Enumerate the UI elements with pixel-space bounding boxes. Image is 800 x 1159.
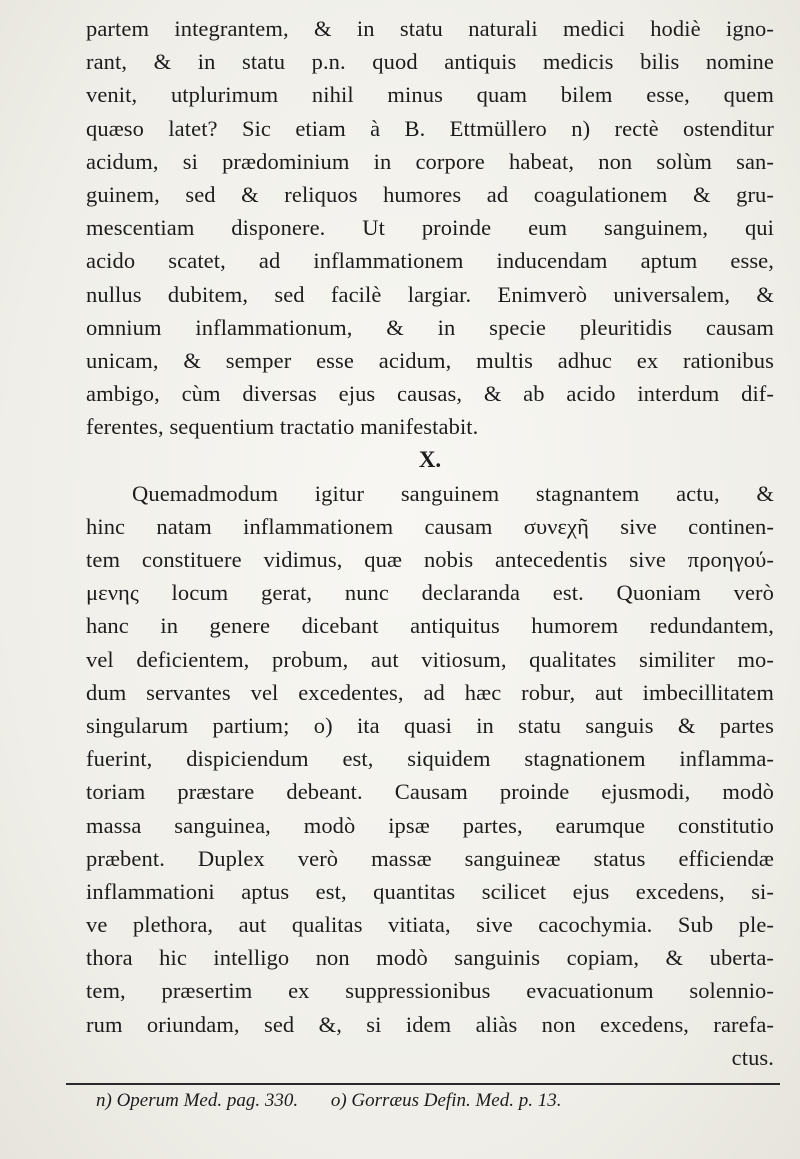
text-line: omnium inflammationum, & in specie pleuritidis causam (86, 314, 774, 340)
text-line: nullus dubitem, sed facilè largiar. Enimverò universalem, & (86, 281, 774, 307)
text-line: guinem, sed & reliquos humores ad coagulationem & gru- (86, 181, 774, 207)
text-line: ferentes, sequentium tractatio manifestabit. (86, 414, 479, 440)
main-text (86, 12, 774, 1074)
text-line: venit, utplurimum nihil minus quam bilem esse, quem (86, 82, 774, 108)
catchword: ctus. (731, 1044, 774, 1070)
text-line: acidum, si prædominium in corpore habeat, non solùm san- (86, 148, 774, 174)
text-line: Quemadmodum igitur sanguinem stagnantem actu, & (132, 480, 774, 506)
text-line: singularum partium; o) ita quasi in statu sanguis & partes (86, 712, 774, 738)
text-line: tem constituere vidimus, quæ nobis antecedentis sive προηγού- (86, 547, 774, 572)
text-line: hanc in genere dicebant antiquitus humorem redundantem, (86, 613, 774, 639)
text-line: unicam, & semper esse acidum, multis adhuc ex rationibus (86, 347, 774, 373)
text-line: massa sanguinea, modò ipsæ partes, earumque constitutio (86, 812, 774, 838)
text-line: rant, & in statu p.n. quod antiquis medicis bilis nomine (86, 49, 774, 75)
text-line: partem integrantem, & in statu naturali medici hodiè igno- (86, 16, 774, 41)
footnote-o: o) Gorræus Defin. Med. p. 13. (330, 1090, 562, 1111)
text-line: dum servantes vel excedentes, ad hæc robur, aut imbecillitatem (86, 679, 774, 705)
text-line: acido scatet, ad inflammationem inducendam aptum esse, (86, 248, 774, 274)
text-line: inflammationi aptus est, quantitas scilicet ejus excedens, si- (86, 878, 774, 904)
footnote-n: n) Operum Med. pag. 330. (96, 1090, 299, 1111)
text-line: tem, præsertim ex suppressionibus evacuationum solennio- (86, 978, 774, 1004)
text-line: thora hic intelligo non modò sanguinis copiam, & uberta- (86, 945, 774, 971)
text-line: hinc natam inflammationem causam συνεχῆ sive continen- (86, 513, 774, 539)
text-line: μενης locum gerat, nunc declaranda est. Quoniam verò (86, 580, 774, 606)
footnote-divider (66, 1083, 780, 1085)
section-heading: X. (418, 447, 442, 473)
footnotes (96, 1088, 756, 1114)
text-line: fuerint, dispiciendum est, siquidem stagnationem inflamma- (86, 746, 774, 772)
text-line: præbent. Duplex verò massæ sanguineæ status efficiendæ (86, 845, 774, 871)
text-line: rum oriundam, sed &, si idem aliàs non excedens, rarefa- (86, 1011, 774, 1037)
text-line: mescentiam disponere. Ut proinde eum sanguinem, qui (86, 215, 774, 241)
text-line: quæso latet? Sic etiam à B. Ettmüllero n) rectè ostenditur (86, 115, 774, 141)
text-line: ve plethora, aut qualitas vitiata, sive cacochymia. Sub ple- (86, 912, 774, 938)
text-line: ambigo, cùm diversas ejus causas, & ab acido interdum dif- (86, 381, 774, 407)
text-line: vel deficientem, probum, aut vitiosum, qualitates similiter mo- (86, 646, 774, 672)
text-line: toriam præstare debeant. Causam proinde ejusmodi, modò (86, 779, 774, 805)
